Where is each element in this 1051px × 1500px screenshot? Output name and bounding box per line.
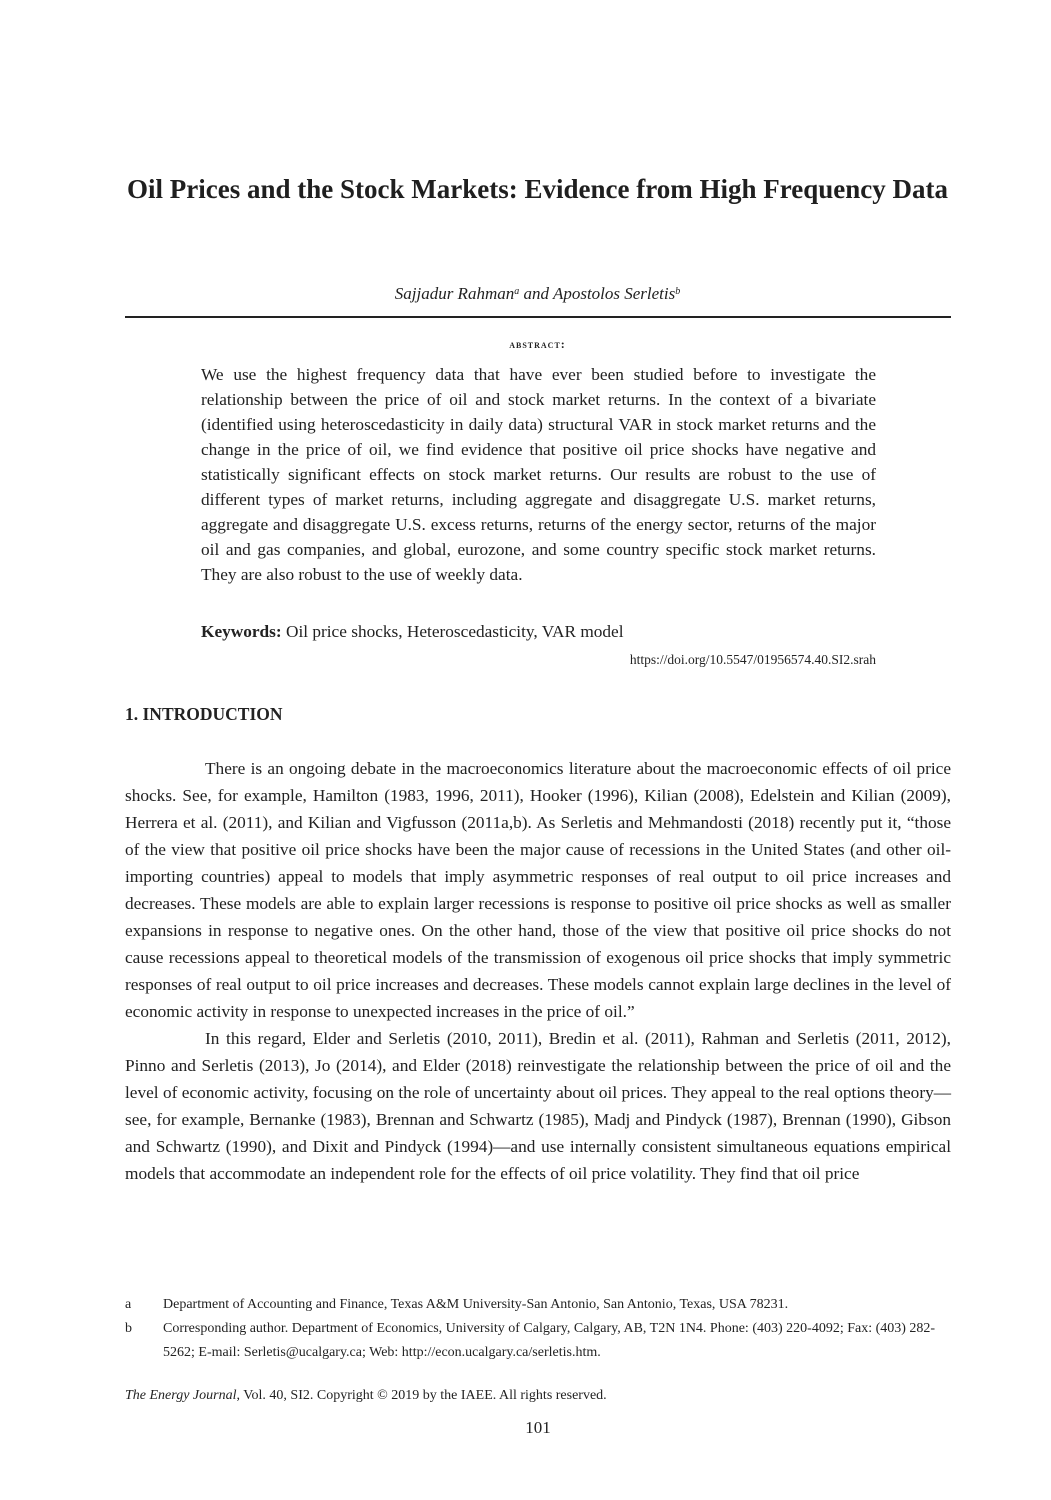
journal-citation (125, 1386, 607, 1406)
journal-details: , Vol. 40, SI2. Copyright © 2019 by the IAEE. All rights reserved. (236, 1388, 607, 1403)
author-line (125, 282, 950, 306)
footnotes (125, 1293, 951, 1365)
footnote-text: Corresponding author. Department of Economics, University of Calgary, Calgary, AB, T2N 1N4. Phone: (403) 220-4092; Fax: (403) 282-5262; E-mail: Serletis@ucalgary.ca; Web: http://econ.ucalgary.ca/serletis.htm. (163, 1321, 936, 1360)
footnote (125, 1317, 951, 1365)
doi-link[interactable]: https://doi.org/10.5547/01956574.40.SI2.srah (629, 652, 876, 667)
abstract-heading: abstract: (509, 337, 566, 351)
page-number: 101 (525, 1418, 551, 1437)
journal-name: The Energy Journal (125, 1388, 237, 1403)
author-connector: and (519, 284, 553, 303)
body-paragraph: In this regard, Elder and Serletis (2010, 2011), Bredin et al. (2011), Rahman and Serletis (2011, 2012), Pinno and Serletis (2013), Jo (2014), and Elder (2018) reinvestigate the relationship between the price of oil and the level of economic activity, focusing on the role of uncertainty about oil prices. They appeal to the real options theory—see, for example, Bernanke (1983), Brennan and Schwartz (1985), Madj and Pindyck (1987), Brennan (1990), Gibson and Schwartz (1990), and Dixit and Pindyck (1994)—and use internally consistent simultaneous equations empirical models that accommodate an independent role for the effects of oil price volatility. They find that oil price (125, 1029, 951, 1183)
footnote-mark: a (125, 1297, 132, 1312)
section-heading: 1. INTRODUCTION (125, 704, 283, 724)
footnote-mark: b (125, 1321, 132, 1336)
author-name: Apostolos Serletis (552, 284, 676, 303)
body-paragraph: There is an ongoing debate in the macroeconomics literature about the macroeconomic effects of oil price shocks. See, for example, Hamilton (1983, 1996, 2011), Hooker (1996), Kilian (2008), Edelstein and Kilian (2009), Herrera et al. (2011), and Kilian and Vigfusson (2011a,b). As Serletis and Mehmandosti (2018) recently put it, “those of the view that positive oil price shocks have been the major cause of recessions in the United States (and other oil-importing countries) appeal to models that imply asymmetric responses of real output to oil price increases and decreases. These models are able to explain larger recessions is response to positive oil price shocks as well as smaller expansions in response to negative ones. On the other hand, those of the view that positive oil price shocks do not cause recessions appeal to theoretical models of the transmission of exogenous oil price shocks that imply symmetric responses of real output to oil price increases and decreases. These models cannot explain large declines in the level of economic activity in response to unexpected increases in the price of oil.” (125, 759, 951, 1021)
keywords-label: Keywords: (201, 622, 282, 641)
footnote (125, 1293, 951, 1317)
footnote-text: Department of Accounting and Finance, Texas A&M University-San Antonio, San Antonio, Texas, USA 78231. (163, 1297, 789, 1312)
affiliation-mark: b (675, 286, 681, 297)
keywords-line (201, 619, 876, 644)
section-body (125, 755, 951, 1187)
keywords-text: Oil price shocks, Heteroscedasticity, VAR model (281, 622, 624, 641)
author-name: Sajjadur Rahman (394, 284, 515, 303)
paper-title: Oil Prices and the Stock Markets: Evidence from High Frequency Data (127, 174, 948, 204)
affiliation-mark: a (514, 286, 520, 297)
abstract-text: We use the highest frequency data that have ever been studied before to investigate the relationship between the price of oil and stock market returns. In the context of a bivariate (identified using heteroscedasticity in daily data) structural VAR in stock market returns and the change in the price of oil, we find evidence that positive oil price shocks have negative and statistically significant effects on stock market returns. Our results are robust to the use of different types of market returns, including aggregate and disaggregate U.S. market returns, aggregate and disaggregate U.S. excess returns, returns of the energy sector, returns of the major oil and gas companies, and global, eurozone, and some country specific stock market returns. They are also robust to the use of weekly data. (201, 365, 876, 584)
header-rule (125, 316, 951, 318)
